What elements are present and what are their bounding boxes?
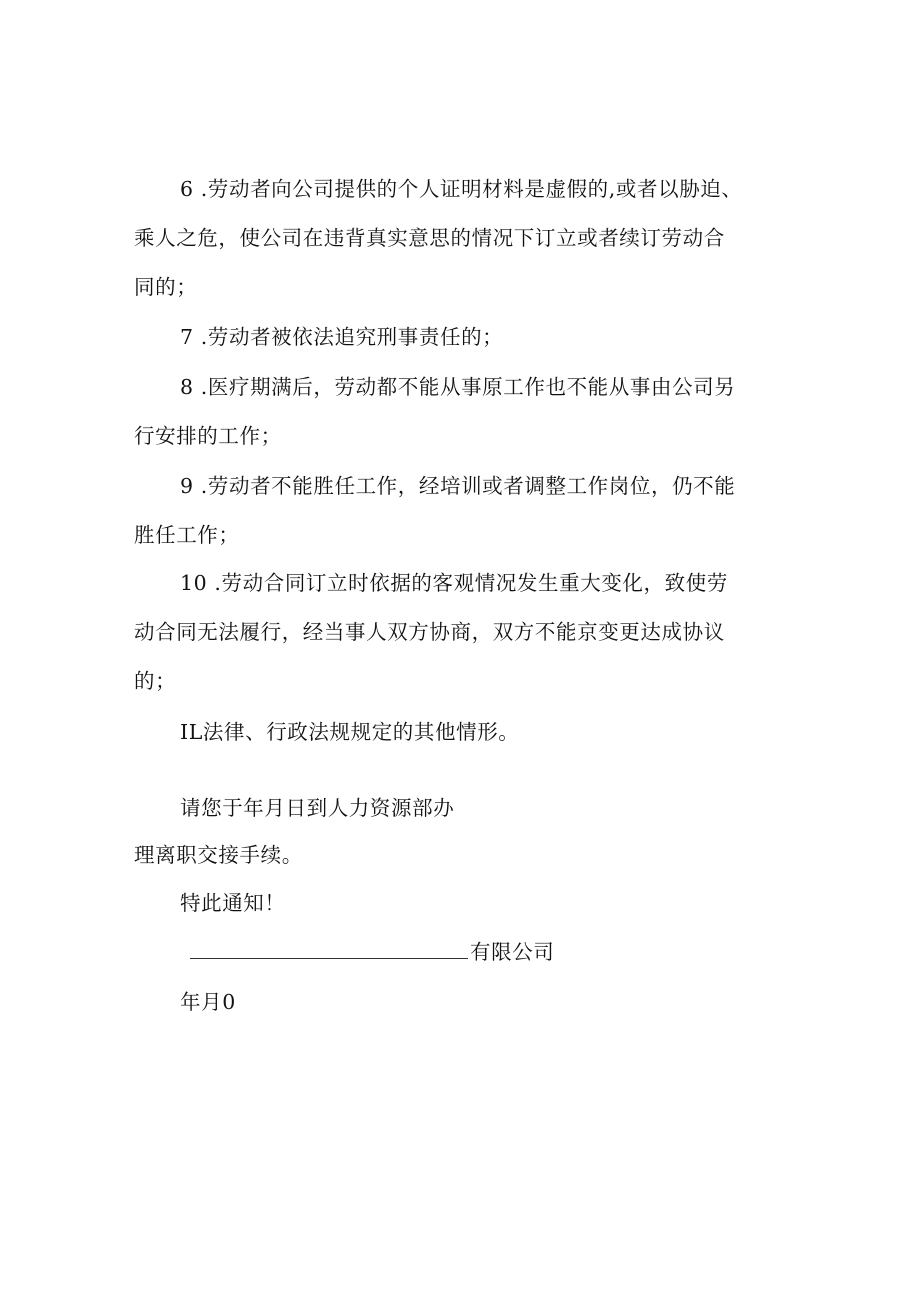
closing-text: 特此通知！	[180, 891, 286, 915]
item-10-line-3: 的；	[134, 669, 177, 693]
date-line: 年月0	[180, 990, 236, 1014]
item-6-line-2: 乘人之危，使公司在违背真实意思的情况下订立或者续订劳动合	[134, 226, 725, 250]
company-name-blank	[190, 936, 468, 959]
item-8-line-2: 行安排的工作；	[134, 424, 282, 448]
item-9-line-1: 9 .劳动者不能胜任工作，经培训或者调整工作岗位，仍不能	[180, 474, 736, 498]
item-7-line-1: 7 .劳动者被依法追究刑事责任的；	[180, 325, 504, 349]
item-6-line-1: 6 .劳动者向公司提供的个人证明材料是虚假的,或者以胁迫、	[180, 177, 743, 201]
company-signature	[190, 936, 554, 967]
item-10-line-2: 动合同无法履行，经当事人双方协商，双方不能京变更达成协议	[134, 620, 725, 644]
item-8-line-1: 8 .医疗期满后，劳动都不能从事原工作也不能从事由公司另	[180, 375, 736, 399]
item-9-line-2: 胜任工作；	[134, 523, 240, 547]
company-suffix: 有限公司	[470, 940, 555, 964]
item-11-line-1: IL法律、行政法规规定的其他情形。	[180, 720, 520, 744]
item-10-line-1: 10 .劳动合同订立时依据的客观情况发生重大变化，致使劳	[180, 571, 728, 595]
item-6-line-3: 同的；	[134, 275, 198, 299]
notice-line-1: 请您于年月日到人力资源部办	[180, 796, 455, 820]
notice-line-2: 理离职交接手续。	[134, 843, 303, 867]
